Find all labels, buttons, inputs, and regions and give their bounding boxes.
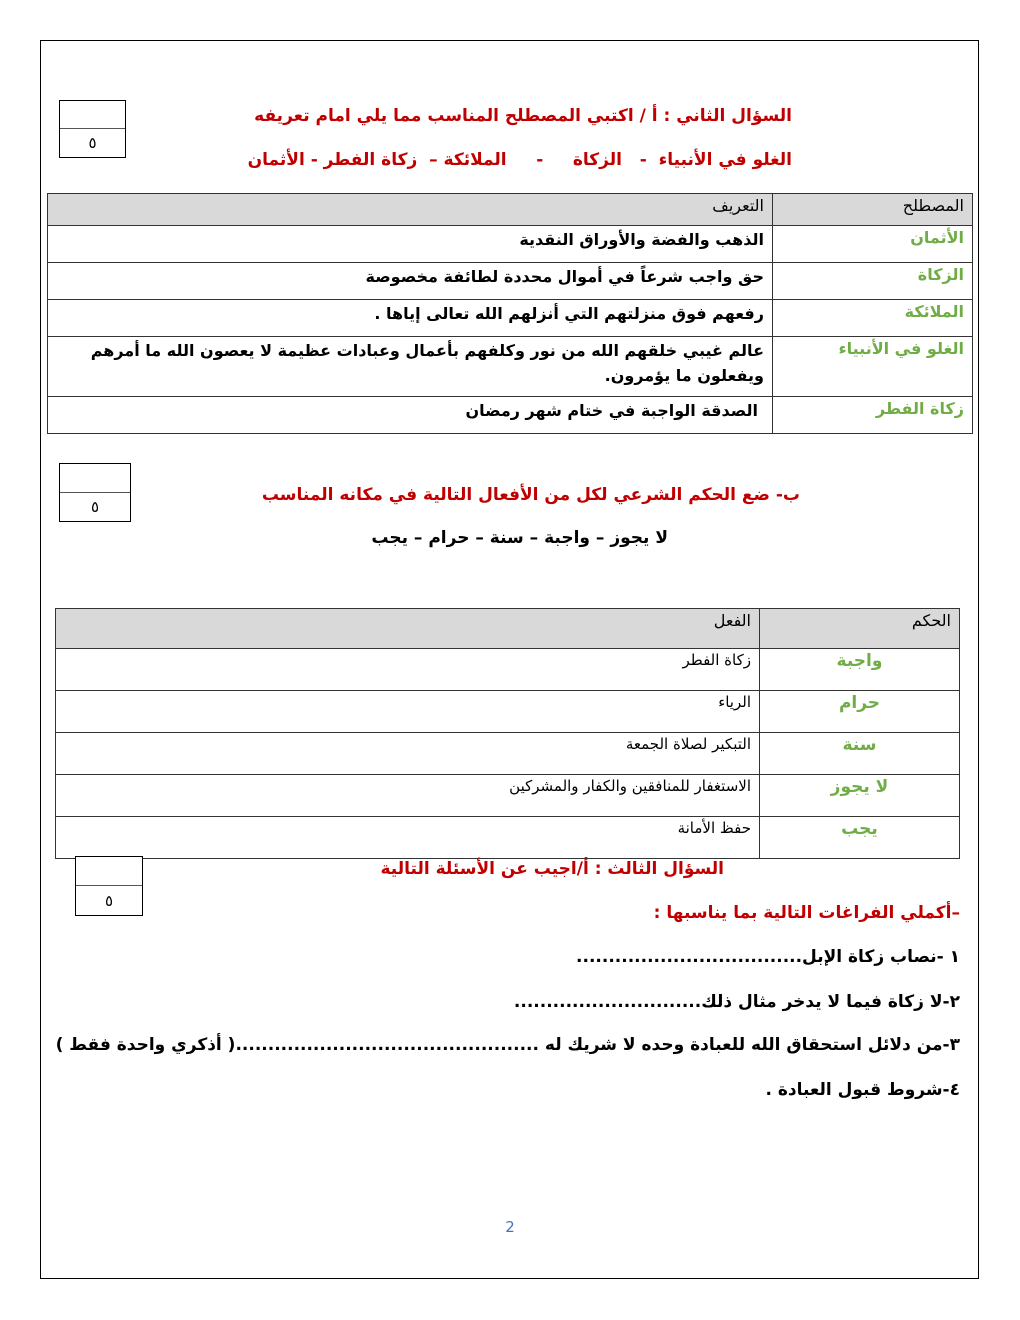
score-value: ٥ [90, 497, 100, 516]
rulings-table [55, 608, 960, 859]
q2b-title: ب- ضع الحكم الشرعي لكل من الأفعال التالية في مكانه المناسب [261, 485, 800, 505]
header-action: الفعل [56, 609, 760, 649]
table-row [56, 733, 960, 775]
score-blank[interactable] [60, 101, 125, 129]
fill-blank-item-3[interactable]: ٣-من دلائل استحقاق الله للعبادة وحده لا شريك له ...............................................( أذكري واحدة فقط ) [55, 1035, 960, 1055]
action-cell: الاستغفار للمنافقين والكفار والمشركين [56, 775, 760, 817]
score-box-q2b [59, 463, 131, 522]
ruling-cell: سنة [760, 733, 960, 775]
header-definition: التعريف [48, 194, 773, 226]
table-row [56, 775, 960, 817]
ruling-cell: واجبة [760, 649, 960, 691]
score-box-q2a [59, 100, 126, 158]
term-cell: الملائكة [773, 300, 973, 337]
table-row [56, 649, 960, 691]
action-cell: حفظ الأمانة [56, 817, 760, 859]
fill-blank-item-1[interactable]: ١ -نصاب زكاة الإبل................................... [576, 947, 960, 967]
score-box-q3 [75, 856, 143, 916]
definition-cell: رفعهم فوق منزلتهم التي أنزلهم الله تعالى إياها . [48, 300, 773, 337]
q2b-word-bank: لا يجوز – واجبة – سنة – حرام – يجب [371, 528, 668, 548]
score-value: ٥ [88, 134, 97, 152]
table-row [48, 300, 973, 337]
score-value: ٥ [104, 891, 114, 910]
q3-title: السؤال الثالث : أ/اجيب عن الأسئلة التالية [380, 859, 724, 879]
term-cell: الأثمان [773, 226, 973, 263]
table-row [48, 397, 973, 434]
ruling-cell: لا يجوز [760, 775, 960, 817]
ruling-cell: يجب [760, 817, 960, 859]
score-blank[interactable] [60, 464, 130, 493]
fill-blank-item-2[interactable]: ٢-لا زكاة فيما لا يدخر مثال ذلك............................. [513, 992, 960, 1012]
score-blank[interactable] [76, 857, 142, 886]
term-cell: الزكاة [773, 263, 973, 300]
fill-blank-item-4[interactable]: ٤-شروط قبول العبادة . [765, 1080, 960, 1100]
table-row [48, 337, 973, 397]
action-cell: الرياء [56, 691, 760, 733]
q2a-word-bank: الغلو في الأنبياء - الزكاة - الملائكة – زكاة الفطر - الأثمان [247, 150, 792, 170]
table-row [48, 226, 973, 263]
q3-instruction: –أكملي الفراغات التالية بما يناسبها : [653, 903, 960, 923]
page-number: 2 [505, 1218, 515, 1236]
terms-table [47, 193, 973, 434]
action-cell: زكاة الفطر [56, 649, 760, 691]
header-ruling: الحكم [760, 609, 960, 649]
definition-cell: عالم غيبي خلقهم الله من نور وكلفهم بأعمال وعبادات عظيمة لا يعصون الله ما أمرهم ويفعلون ما يؤمرون. [48, 337, 773, 397]
definition-cell: الذهب والفضة والأوراق النقدية [48, 226, 773, 263]
definition-cell: الصدقة الواجبة في ختام شهر رمضان [48, 397, 773, 434]
term-cell: الغلو في الأنبياء [773, 337, 973, 397]
ruling-cell: حرام [760, 691, 960, 733]
table-row [48, 263, 973, 300]
action-cell: التبكير لصلاة الجمعة [56, 733, 760, 775]
header-term: المصطلح [773, 194, 973, 226]
table-header-row [56, 609, 960, 649]
q2a-title: السؤال الثاني : أ / اكتبي المصطلح المناسب مما يلي امام تعريفه [254, 106, 792, 126]
definition-cell: حق واجب شرعاً في أموال محددة لطائفة مخصوصة [48, 263, 773, 300]
table-header-row [48, 194, 973, 226]
table-row [56, 691, 960, 733]
term-cell: زكاة الفطر [773, 397, 973, 434]
table-row [56, 817, 960, 859]
